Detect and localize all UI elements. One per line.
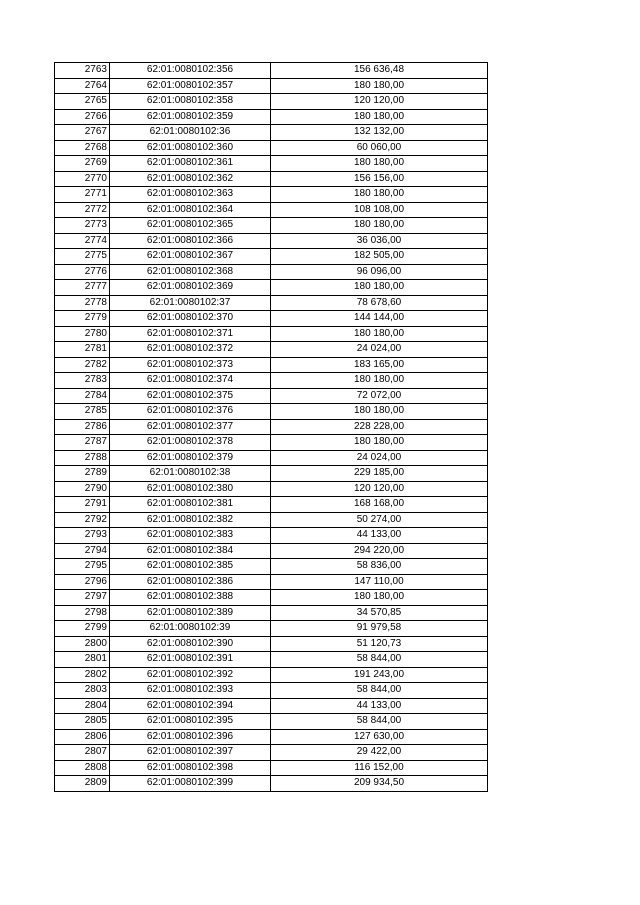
cadastral-value-cell: 44 133,00 <box>271 528 488 544</box>
cadastral-value-cell: 58 844,00 <box>271 683 488 699</box>
cadastral-number-cell: 62:01:0080102:385 <box>110 559 271 575</box>
cadastral-number-cell: 62:01:0080102:371 <box>110 326 271 342</box>
table-row <box>55 543 488 559</box>
cadastral-value-cell: 180 180,00 <box>271 326 488 342</box>
row-number-cell: 2783 <box>55 373 110 389</box>
cadastral-value-cell: 36 036,00 <box>271 233 488 249</box>
row-number-cell: 2790 <box>55 481 110 497</box>
cadastral-number-cell: 62:01:0080102:356 <box>110 63 271 79</box>
cadastral-number-cell: 62:01:0080102:386 <box>110 574 271 590</box>
cadastral-number-cell: 62:01:0080102:384 <box>110 543 271 559</box>
table-row <box>55 202 488 218</box>
table-row <box>55 435 488 451</box>
row-number-cell: 2805 <box>55 714 110 730</box>
cadastral-number-cell: 62:01:0080102:39 <box>110 621 271 637</box>
cadastral-value-cell: 60 060,00 <box>271 140 488 156</box>
row-number-cell: 2766 <box>55 109 110 125</box>
cadastral-number-cell: 62:01:0080102:370 <box>110 311 271 327</box>
cadastral-value-cell: 50 274,00 <box>271 512 488 528</box>
row-number-cell: 2801 <box>55 652 110 668</box>
cadastral-number-cell: 62:01:0080102:394 <box>110 698 271 714</box>
cadastral-number-cell: 62:01:0080102:391 <box>110 652 271 668</box>
cadastral-number-cell: 62:01:0080102:38 <box>110 466 271 482</box>
table-row <box>55 342 488 358</box>
cadastral-number-cell: 62:01:0080102:364 <box>110 202 271 218</box>
cadastral-value-cell: 180 180,00 <box>271 590 488 606</box>
row-number-cell: 2780 <box>55 326 110 342</box>
row-number-cell: 2764 <box>55 78 110 94</box>
row-number-cell: 2784 <box>55 388 110 404</box>
table-row <box>55 745 488 761</box>
table-row <box>55 466 488 482</box>
cadastral-number-cell: 62:01:0080102:388 <box>110 590 271 606</box>
row-number-cell: 2799 <box>55 621 110 637</box>
cadastral-number-cell: 62:01:0080102:399 <box>110 776 271 792</box>
row-number-cell: 2802 <box>55 667 110 683</box>
cadastral-value-cell: 24 024,00 <box>271 450 488 466</box>
row-number-cell: 2778 <box>55 295 110 311</box>
row-number-cell: 2806 <box>55 729 110 745</box>
row-number-cell: 2775 <box>55 249 110 265</box>
row-number-cell: 2777 <box>55 280 110 296</box>
cadastral-value-cell: 91 979,58 <box>271 621 488 637</box>
cadastral-value-cell: 108 108,00 <box>271 202 488 218</box>
cadastral-number-cell: 62:01:0080102:36 <box>110 125 271 141</box>
cadastral-number-cell: 62:01:0080102:377 <box>110 419 271 435</box>
table-row <box>55 187 488 203</box>
row-number-cell: 2800 <box>55 636 110 652</box>
table-row <box>55 621 488 637</box>
table-row <box>55 264 488 280</box>
cadastral-value-cell: 156 636,48 <box>271 63 488 79</box>
cadastral-value-cell: 191 243,00 <box>271 667 488 683</box>
table-row <box>55 776 488 792</box>
cadastral-value-cell: 180 180,00 <box>271 373 488 389</box>
row-number-cell: 2798 <box>55 605 110 621</box>
row-number-cell: 2771 <box>55 187 110 203</box>
row-number-cell: 2807 <box>55 745 110 761</box>
cadastral-number-cell: 62:01:0080102:368 <box>110 264 271 280</box>
row-number-cell: 2786 <box>55 419 110 435</box>
cadastral-number-cell: 62:01:0080102:381 <box>110 497 271 513</box>
row-number-cell: 2809 <box>55 776 110 792</box>
row-number-cell: 2791 <box>55 497 110 513</box>
row-number-cell: 2794 <box>55 543 110 559</box>
row-number-cell: 2796 <box>55 574 110 590</box>
cadastral-value-cell: 132 132,00 <box>271 125 488 141</box>
cadastral-number-cell: 62:01:0080102:379 <box>110 450 271 466</box>
table-row <box>55 497 488 513</box>
cadastral-value-cell: 147 110,00 <box>271 574 488 590</box>
cadastral-value-cell: 24 024,00 <box>271 342 488 358</box>
row-number-cell: 2803 <box>55 683 110 699</box>
row-number-cell: 2779 <box>55 311 110 327</box>
row-number-cell: 2789 <box>55 466 110 482</box>
cadastral-number-cell: 62:01:0080102:360 <box>110 140 271 156</box>
row-number-cell: 2792 <box>55 512 110 528</box>
table-row <box>55 636 488 652</box>
cadastral-number-cell: 62:01:0080102:393 <box>110 683 271 699</box>
cadastral-value-cell: 156 156,00 <box>271 171 488 187</box>
cadastral-number-cell: 62:01:0080102:382 <box>110 512 271 528</box>
table-row <box>55 714 488 730</box>
table-row <box>55 156 488 172</box>
cadastral-number-cell: 62:01:0080102:367 <box>110 249 271 265</box>
row-number-cell: 2769 <box>55 156 110 172</box>
row-number-cell: 2765 <box>55 94 110 110</box>
table-row <box>55 326 488 342</box>
cadastral-value-cell: 78 678,60 <box>271 295 488 311</box>
table-row <box>55 218 488 234</box>
cadastral-value-cell: 180 180,00 <box>271 109 488 125</box>
cadastral-value-cell: 144 144,00 <box>271 311 488 327</box>
cadastral-value-cell: 120 120,00 <box>271 94 488 110</box>
cadastral-number-cell: 62:01:0080102:375 <box>110 388 271 404</box>
table-row <box>55 63 488 79</box>
cadastral-number-cell: 62:01:0080102:358 <box>110 94 271 110</box>
cadastral-number-cell: 62:01:0080102:359 <box>110 109 271 125</box>
cadastral-number-cell: 62:01:0080102:366 <box>110 233 271 249</box>
cadastral-value-cell: 209 934,50 <box>271 776 488 792</box>
table-row <box>55 729 488 745</box>
cadastral-value-cell: 294 220,00 <box>271 543 488 559</box>
cadastral-value-cell: 51 120,73 <box>271 636 488 652</box>
cadastral-value-cell: 180 180,00 <box>271 218 488 234</box>
cadastral-value-cell: 116 152,00 <box>271 760 488 776</box>
cadastral-number-cell: 62:01:0080102:361 <box>110 156 271 172</box>
cadastral-number-cell: 62:01:0080102:376 <box>110 404 271 420</box>
cadastral-value-cell: 182 505,00 <box>271 249 488 265</box>
table-row <box>55 295 488 311</box>
row-number-cell: 2793 <box>55 528 110 544</box>
row-number-cell: 2808 <box>55 760 110 776</box>
cadastral-value-cell: 180 180,00 <box>271 156 488 172</box>
cadastral-value-cell: 180 180,00 <box>271 280 488 296</box>
cadastral-value-cell: 228 228,00 <box>271 419 488 435</box>
row-number-cell: 2785 <box>55 404 110 420</box>
table-row <box>55 574 488 590</box>
cadastral-number-cell: 62:01:0080102:374 <box>110 373 271 389</box>
row-number-cell: 2797 <box>55 590 110 606</box>
cadastral-value-cell: 34 570,85 <box>271 605 488 621</box>
cadastral-value-cell: 120 120,00 <box>271 481 488 497</box>
table-row <box>55 683 488 699</box>
row-number-cell: 2770 <box>55 171 110 187</box>
table-row <box>55 171 488 187</box>
row-number-cell: 2776 <box>55 264 110 280</box>
table-row <box>55 481 488 497</box>
row-number-cell: 2767 <box>55 125 110 141</box>
row-number-cell: 2773 <box>55 218 110 234</box>
table-row <box>55 698 488 714</box>
cadastral-number-cell: 62:01:0080102:398 <box>110 760 271 776</box>
cadastral-number-cell: 62:01:0080102:392 <box>110 667 271 683</box>
cadastral-value-cell: 127 630,00 <box>271 729 488 745</box>
cadastral-value-cell: 58 836,00 <box>271 559 488 575</box>
table-row <box>55 528 488 544</box>
cadastral-number-cell: 62:01:0080102:396 <box>110 729 271 745</box>
table-row <box>55 249 488 265</box>
table-body <box>55 63 488 792</box>
cadastral-value-cell: 58 844,00 <box>271 652 488 668</box>
table-row <box>55 419 488 435</box>
document-page <box>54 62 487 792</box>
cadastral-value-table <box>54 62 488 792</box>
cadastral-number-cell: 62:01:0080102:37 <box>110 295 271 311</box>
cadastral-value-cell: 168 168,00 <box>271 497 488 513</box>
cadastral-number-cell: 62:01:0080102:390 <box>110 636 271 652</box>
cadastral-value-cell: 72 072,00 <box>271 388 488 404</box>
cadastral-number-cell: 62:01:0080102:395 <box>110 714 271 730</box>
row-number-cell: 2787 <box>55 435 110 451</box>
cadastral-value-cell: 229 185,00 <box>271 466 488 482</box>
cadastral-value-cell: 183 165,00 <box>271 357 488 373</box>
cadastral-number-cell: 62:01:0080102:373 <box>110 357 271 373</box>
cadastral-value-cell: 96 096,00 <box>271 264 488 280</box>
cadastral-value-cell: 180 180,00 <box>271 435 488 451</box>
cadastral-number-cell: 62:01:0080102:357 <box>110 78 271 94</box>
cadastral-value-cell: 58 844,00 <box>271 714 488 730</box>
cadastral-number-cell: 62:01:0080102:365 <box>110 218 271 234</box>
cadastral-value-cell: 44 133,00 <box>271 698 488 714</box>
row-number-cell: 2781 <box>55 342 110 358</box>
table-row <box>55 373 488 389</box>
row-number-cell: 2768 <box>55 140 110 156</box>
row-number-cell: 2782 <box>55 357 110 373</box>
row-number-cell: 2774 <box>55 233 110 249</box>
table-row <box>55 311 488 327</box>
row-number-cell: 2788 <box>55 450 110 466</box>
cadastral-number-cell: 62:01:0080102:397 <box>110 745 271 761</box>
table-row <box>55 388 488 404</box>
table-row <box>55 233 488 249</box>
table-row <box>55 605 488 621</box>
table-row <box>55 125 488 141</box>
table-row <box>55 559 488 575</box>
table-row <box>55 760 488 776</box>
cadastral-value-cell: 180 180,00 <box>271 404 488 420</box>
table-row <box>55 667 488 683</box>
row-number-cell: 2804 <box>55 698 110 714</box>
table-row <box>55 94 488 110</box>
cadastral-number-cell: 62:01:0080102:362 <box>110 171 271 187</box>
cadastral-number-cell: 62:01:0080102:369 <box>110 280 271 296</box>
row-number-cell: 2795 <box>55 559 110 575</box>
table-row <box>55 512 488 528</box>
row-number-cell: 2772 <box>55 202 110 218</box>
row-number-cell: 2763 <box>55 63 110 79</box>
cadastral-number-cell: 62:01:0080102:378 <box>110 435 271 451</box>
cadastral-number-cell: 62:01:0080102:363 <box>110 187 271 203</box>
cadastral-number-cell: 62:01:0080102:372 <box>110 342 271 358</box>
cadastral-value-cell: 180 180,00 <box>271 78 488 94</box>
cadastral-value-cell: 180 180,00 <box>271 187 488 203</box>
table-row <box>55 109 488 125</box>
table-row <box>55 78 488 94</box>
cadastral-number-cell: 62:01:0080102:389 <box>110 605 271 621</box>
table-row <box>55 404 488 420</box>
table-row <box>55 652 488 668</box>
table-row <box>55 280 488 296</box>
table-row <box>55 450 488 466</box>
cadastral-number-cell: 62:01:0080102:383 <box>110 528 271 544</box>
table-row <box>55 357 488 373</box>
cadastral-value-cell: 29 422,00 <box>271 745 488 761</box>
cadastral-number-cell: 62:01:0080102:380 <box>110 481 271 497</box>
table-row <box>55 590 488 606</box>
table-row <box>55 140 488 156</box>
